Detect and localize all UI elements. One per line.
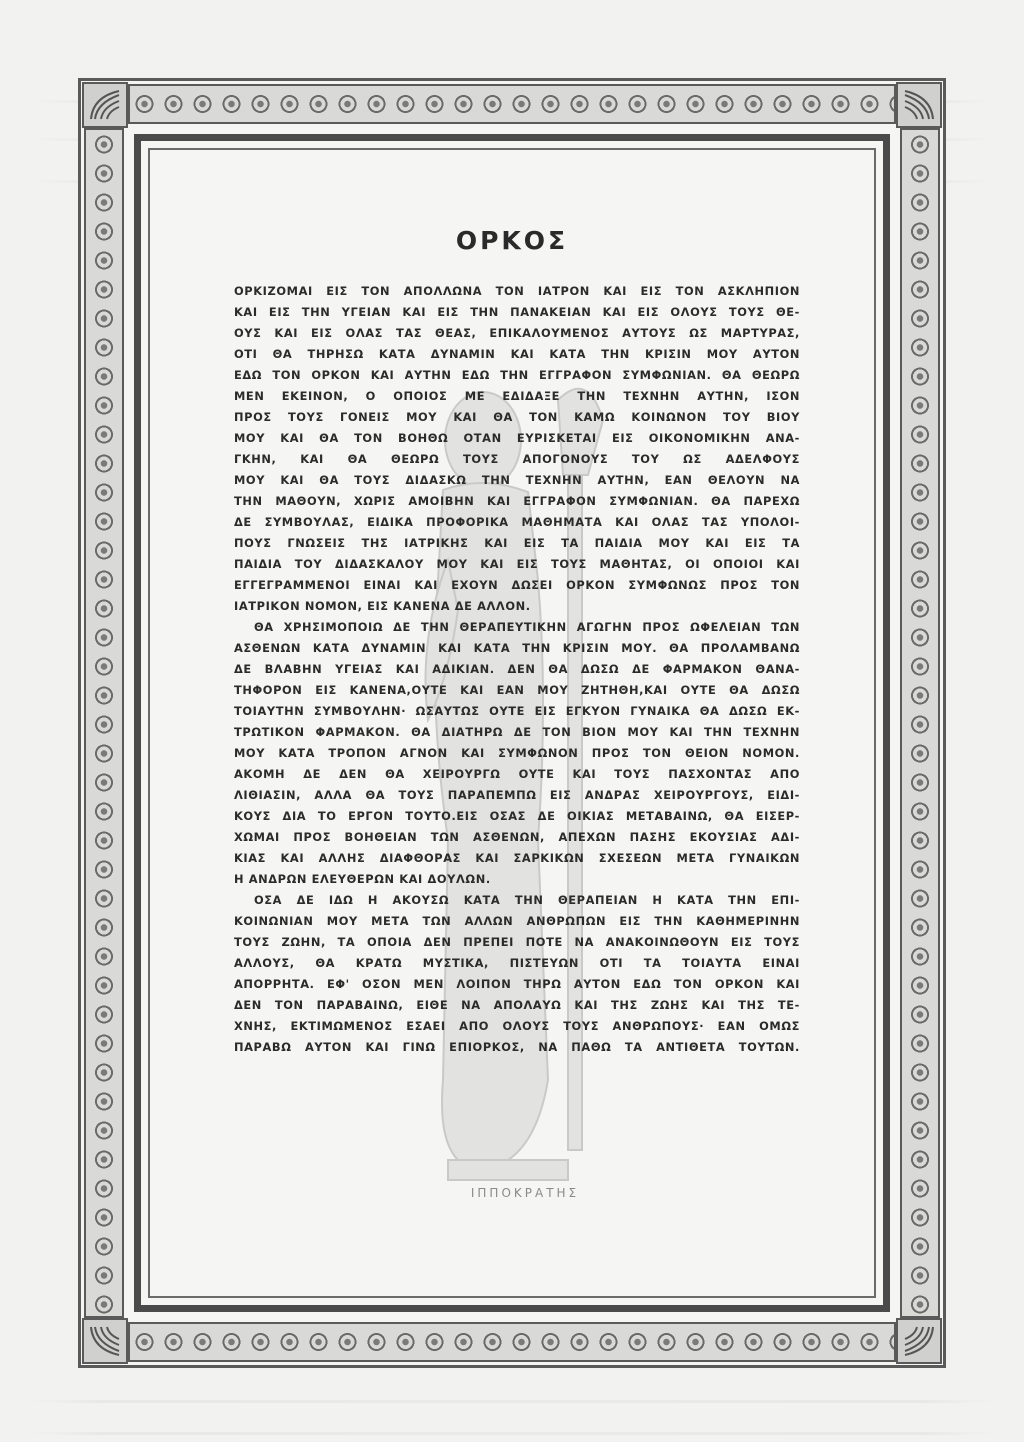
text-line: ΛΙΘΙΑΣΙΝ, ΑΛΛΑ ΘΑ ΤΟΥΣ ΠΑΡΑΠΕΜΠΩ ΕΙΣ ΑΝΔΡΑΣ ΧΕΙΡΟΥΡΓΟΥΣ, ΕΙΔΙ- bbox=[234, 788, 800, 802]
ghost-line bbox=[30, 1400, 994, 1403]
text-line: ΑΚΟΜΗ ΔΕ ΔΕΝ ΘΑ ΧΕΙΡΟΥΡΓΩ ΟΥΤΕ ΚΑΙ ΤΟΥΣ ΠΑΣΧΟΝΤΑΣ ΑΠΟ bbox=[234, 767, 800, 781]
text-line: ΔΕ ΣΥΜΒΟΥΛΑΣ, ΕΙΔΙΚΑ ΠΡΟΦΟΡΙΚΑ ΜΑΘΗΜΑΤΑ ΚΑΙ ΟΛΑΣ ΤΑΣ ΥΠΟΛΟΙ- bbox=[234, 515, 800, 529]
text-line: ΠΟΥΣ ΓΝΩΣΕΙΣ ΤΗΣ ΙΑΤΡΙΚΗΣ ΚΑΙ ΕΙΣ ΤΑ ΠΑΙΔΙΑ ΜΟΥ ΚΑΙ ΕΙΣ ΤΑ bbox=[234, 536, 800, 550]
frame-band-top bbox=[128, 84, 896, 124]
text-line: ΑΣΘΕΝΩΝ ΚΑΤΑ ΔΥΝΑΜΙΝ ΚΑΙ ΚΑΤΑ ΤΗΝ ΚΡΙΣΙΝ ΜΟΥ. ΘΑ ΠΡΟΛΑΜΒΑΝΩ bbox=[234, 641, 800, 655]
text-line: ΤΗΦΟΡΟΝ ΕΙΣ ΚΑΝΕΝΑ,ΟΥΤΕ ΚΑΙ ΕΑΝ ΜΟΥ ΖΗΤΗΘΗ,ΚΑΙ ΟΥΤΕ ΘΑ ΔΩΣΩ bbox=[234, 683, 800, 697]
text-line: ΤΟΥΣ ΖΩΗΝ, ΤΑ ΟΠΟΙΑ ΔΕΝ ΠΡΕΠΕΙ ΠΟΤΕ ΝΑ ΑΝΑΚΟΙΝΩΘΟΥΝ ΕΙΣ ΤΟΥΣ bbox=[234, 935, 800, 949]
text-line: ΤΟΙΑΥΤΗΝ ΣΥΜΒΟΥΛΗΝ· ΩΣΑΥΤΩΣ ΟΥΤΕ ΕΙΣ ΕΓΚΥΟΝ ΓΥΝΑΙΚΑ ΘΑ ΔΩΣΩ ΕΚ- bbox=[234, 704, 800, 718]
text-line: ΜΟΥ ΚΑΙ ΘΑ ΤΟΥΣ ΔΙΔΑΣΚΩ ΤΗΝ ΤΕΧΝΗΝ ΑΥΤΗΝ, ΕΑΝ ΘΕΛΟΥΝ ΝΑ bbox=[234, 473, 800, 487]
text-line: ΓΚΗΝ, ΚΑΙ ΘΑ ΘΕΩΡΩ ΤΟΥΣ ΑΠΟΓΟΝΟΥΣ ΤΟΥ ΩΣ ΑΔΕΛΦΟΥΣ bbox=[234, 452, 800, 466]
text-line: ΔΕΝ ΤΟΝ ΠΑΡΑΒΑΙΝΩ, ΕΙΘΕ ΝΑ ΑΠΟΛΑΥΩ ΚΑΙ ΤΗΣ ΖΩΗΣ ΚΑΙ ΤΗΣ ΤΕ- bbox=[234, 998, 800, 1012]
text-line: ΜΕΝ ΕΚΕΙΝΟΝ, Ο ΟΠΟΙΟΣ ΜΕ ΕΔΙΔΑΞΕ ΤΗΝ ΤΕΧΝΗΝ ΑΥΤΗΝ, ΙΣΟΝ bbox=[234, 389, 800, 403]
palmette-corner-icon bbox=[896, 1318, 942, 1364]
text-line: ΔΕ ΒΛΑΒΗΝ ΥΓΕΙΑΣ ΚΑΙ ΑΔΙΚΙΑΝ. ΔΕΝ ΘΑ ΔΩΣΩ ΔΕ ΦΑΡΜΑΚΟΝ ΘΑΝΑ- bbox=[234, 662, 800, 676]
frame-band-left bbox=[84, 128, 124, 1318]
text-line: ΧΩΜΑΙ ΠΡΟΣ ΒΟΗΘΕΙΑΝ ΤΩΝ ΑΣΘΕΝΩΝ, ΑΠΕΧΩΝ ΠΑΣΗΣ ΕΚΟΥΣΙΑΣ ΑΔΙ- bbox=[234, 830, 800, 844]
text-line: ΟΣΑ ΔΕ ΙΔΩ Η ΑΚΟΥΣΩ ΚΑΤΑ ΤΗΝ ΘΕΡΑΠΕΙΑΝ Η ΚΑΤΑ ΤΗΝ ΕΠΙ- bbox=[254, 893, 800, 907]
frame-band-right bbox=[900, 128, 940, 1318]
text-line: ΟΡΚΙΖΟΜΑΙ ΕΙΣ ΤΟΝ ΑΠΟΛΛΩΝΑ ΤΟΝ ΙΑΤΡΟΝ ΚΑΙ ΕΙΣ ΤΟΝ ΑΣΚΛΗΠΙΟΝ bbox=[234, 284, 800, 298]
text-line: ΑΛΛΟΥΣ, ΘΑ ΚΡΑΤΩ ΜΥΣΤΙΚΑ, ΠΙΣΤΕΥΩΝ ΟΤΙ ΤΑ ΤΟΙΑΥΤΑ ΕΙΝΑΙ bbox=[234, 956, 800, 970]
text-line: ΙΑΤΡΙΚΟΝ ΝΟΜΟΝ, ΕΙΣ ΚΑΝΕΝΑ ΔΕ ΑΛΛΟΝ. bbox=[234, 599, 531, 613]
text-line: ΕΔΩ ΤΟΝ ΟΡΚΟΝ ΚΑΙ ΑΥΤΗΝ ΕΔΩ ΤΗΝ ΕΓΓΡΑΦΟΝ ΣΥΜΦΩΝΙΑΝ. ΘΑ ΘΕΩΡΩ bbox=[234, 368, 800, 382]
palmette-corner-icon bbox=[82, 1318, 128, 1364]
palmette-corner-icon bbox=[896, 82, 942, 128]
text-line: ΑΠΟΡΡΗΤΑ. ΕΦ' ΟΣΟΝ ΜΕΝ ΛΟΙΠΟΝ ΤΗΡΩ ΑΥΤΟΝ ΕΔΩ ΤΟΝ ΟΡΚΟΝ ΚΑΙ bbox=[234, 977, 800, 991]
text-line: ΟΤΙ ΘΑ ΤΗΡΗΣΩ ΚΑΤΑ ΔΥΝΑΜΙΝ ΚΑΙ ΚΑΤΑ ΤΗΝ ΚΡΙΣΙΝ ΜΟΥ ΑΥΤΟΝ bbox=[234, 347, 800, 361]
oath-text bbox=[234, 281, 800, 1058]
text-line: ΚΟΥΣ ΔΙΑ ΤΟ ΕΡΓΟΝ ΤΟΥΤΟ.ΕΙΣ ΟΣΑΣ ΔΕ ΟΙΚΙΑΣ ΜΕΤΑΒΑΙΝΩ, ΘΑ ΕΙΣΕΡ- bbox=[234, 809, 800, 823]
text-line: ΟΥΣ ΚΑΙ ΕΙΣ ΟΛΑΣ ΤΑΣ ΘΕΑΣ, ΕΠΙΚΑΛΟΥΜΕΝΟΣ ΑΥΤΟΥΣ ΩΣ ΜΑΡΤΥΡΑΣ, bbox=[234, 326, 800, 340]
text-line: ΤΗΝ ΜΑΘΟΥΝ, ΧΩΡΙΣ ΑΜΟΙΒΗΝ ΚΑΙ ΕΓΓΡΑΦΟΝ ΣΥΜΦΩΝΙΑΝ. ΘΑ ΠΑΡΕΧΩ bbox=[234, 494, 800, 508]
text-line: ΚΙΑΣ ΚΑΙ ΑΛΛΗΣ ΔΙΑΦΘΟΡΑΣ ΚΑΙ ΣΑΡΚΙΚΩΝ ΣΧΕΣΕΩΝ ΜΕΤΑ ΓΥΝΑΙΚΩΝ bbox=[234, 851, 800, 865]
text-line: ΘΑ ΧΡΗΣΙΜΟΠΟΙΩ ΔΕ ΤΗΝ ΘΕΡΑΠΕΥΤΙΚΗΝ ΑΓΩΓΗΝ ΠΡΟΣ ΩΦΕΛΕΙΑΝ ΤΩΝ bbox=[254, 620, 800, 634]
text-line: ΠΑΡΑΒΩ ΑΥΤΟΝ ΚΑΙ ΓΙΝΩ ΕΠΙΟΡΚΟΣ, ΝΑ ΠΑΘΩ ΤΑ ΑΝΤΙΘΕΤΑ ΤΟΥΤΩΝ. bbox=[234, 1040, 800, 1054]
text-line: ΚΑΙ ΕΙΣ ΤΗΝ ΥΓΕΙΑΝ ΚΑΙ ΕΙΣ ΤΗΝ ΠΑΝΑΚΕΙΑΝ ΚΑΙ ΕΙΣ ΟΛΟΥΣ ΤΟΥΣ ΘΕ- bbox=[234, 305, 800, 319]
text-line: ΠΡΟΣ ΤΟΥΣ ΓΟΝΕΙΣ ΜΟΥ ΚΑΙ ΘΑ ΤΟΝ ΚΑΜΩ ΚΟΙΝΩΝΟΝ ΤΟΥ ΒΙΟΥ bbox=[234, 410, 800, 424]
frame-band-bottom bbox=[128, 1322, 896, 1362]
statue-caption: ΙΠΠΟΚΡΑΤΗΣ bbox=[470, 1186, 580, 1200]
document-title: ΟΡΚΟΣ bbox=[455, 226, 569, 255]
palmette-corner-icon bbox=[82, 82, 128, 128]
text-line: ΠΑΙΔΙΑ ΤΟΥ ΔΙΔΑΣΚΑΛΟΥ ΜΟΥ ΚΑΙ ΕΙΣ ΤΟΥΣ ΜΑΘΗΤΑΣ, ΟΙ ΟΠΟΙΟΙ ΚΑΙ bbox=[234, 557, 800, 571]
text-line: ΜΟΥ ΚΑΙ ΘΑ ΤΟΝ ΒΟΗΘΩ ΟΤΑΝ ΕΥΡΙΣΚΕΤΑΙ ΕΙΣ ΟΙΚΟΝΟΜΙΚΗΝ ΑΝΑ- bbox=[234, 431, 800, 445]
text-line: ΕΓΓΕΓΡΑΜΜΕΝΟΙ ΕΙΝΑΙ ΚΑΙ ΕΧΟΥΝ ΔΩΣΕΙ ΟΡΚΟΝ ΣΥΜΦΩΝΩΣ ΠΡΟΣ ΤΟΝ bbox=[234, 578, 800, 592]
text-line: ΚΟΙΝΩΝΙΑΝ ΜΟΥ ΜΕΤΑ ΤΩΝ ΑΛΛΩΝ ΑΝΘΡΩΠΩΝ ΕΙΣ ΤΗΝ ΚΑΘΗΜΕΡΙΝΗΝ bbox=[234, 914, 800, 928]
text-line: Η ΑΝΔΡΩΝ ΕΛΕΥΘΕΡΩΝ ΚΑΙ ΔΟΥΛΩΝ. bbox=[234, 872, 491, 886]
text-line: ΧΝΗΣ, ΕΚΤΙΜΩΜΕΝΟΣ ΕΣΑΕΙ ΑΠΟ ΟΛΟΥΣ ΤΟΥΣ ΑΝΘΡΩΠΟΥΣ· ΕΑΝ ΟΜΩΣ bbox=[234, 1019, 800, 1033]
text-line: ΜΟΥ ΚΑΤΑ ΤΡΟΠΟΝ ΑΓΝΟΝ ΚΑΙ ΣΥΜΦΩΝΟΝ ΠΡΟΣ ΤΟΝ ΘΕΙΟΝ ΝΟΜΟΝ. bbox=[234, 746, 800, 760]
ghost-line bbox=[30, 1432, 994, 1435]
text-line: ΤΡΩΤΙΚΟΝ ΦΑΡΜΑΚΟΝ. ΘΑ ΔΙΑΤΗΡΩ ΔΕ ΤΟΝ ΒΙΟΝ ΜΟΥ ΚΑΙ ΤΗΝ ΤΕΧΝΗΝ bbox=[234, 725, 800, 739]
